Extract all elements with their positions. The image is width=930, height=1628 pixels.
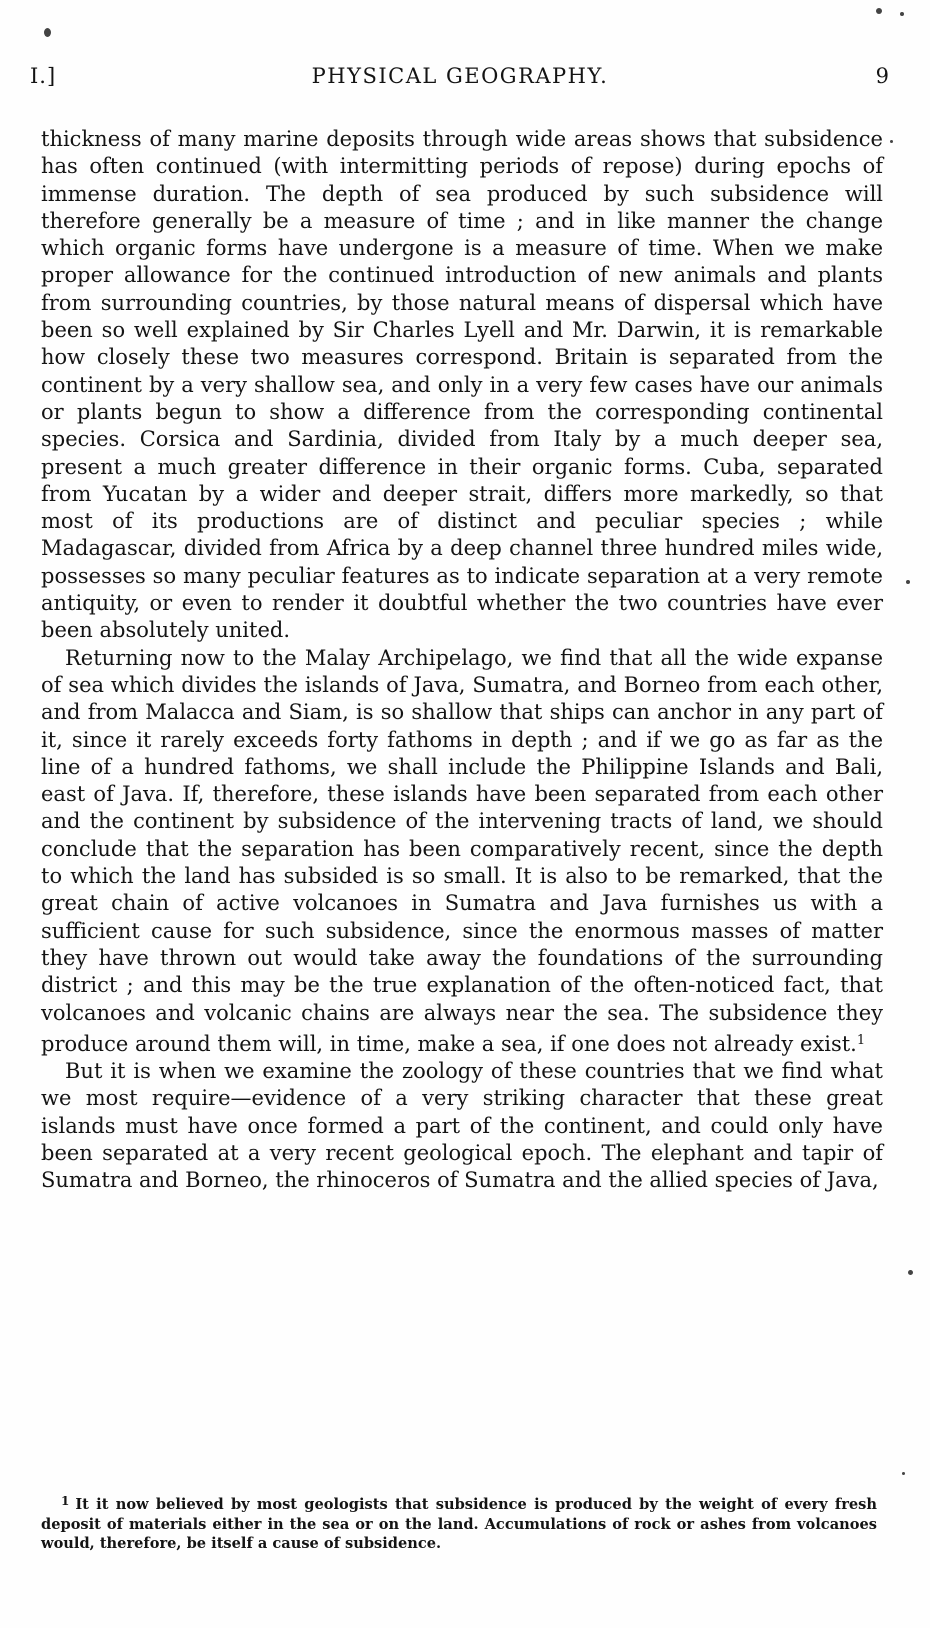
footnote <box>41 1492 877 1554</box>
scan-speck <box>890 140 893 143</box>
scan-speck <box>900 12 904 16</box>
page-number: 9 <box>875 64 890 88</box>
scan-speck <box>876 8 882 14</box>
scan-speck <box>902 1472 905 1475</box>
footnote-mark: 1 <box>61 1494 70 1508</box>
scan-speck <box>908 1270 913 1275</box>
paragraph-2-text: Returning now to the Malay Archipelago, we find that all the wide expanse of sea which divides the islands of Java, Sumatra, and Borneo from each other, and from Malacca and Siam, is so shallow that ships can anchor in any part of it, since it rarely exceeds forty fathoms in depth ; and if we go as far as the line of a hundred fathoms, we shall include the Philippine Islands and Bali, east of Java. If, therefore, these islands have been separated from each other and the continent by subsidence of the intervening tracts of land, we should conclude that the separation has been comparatively recent, since the depth to which the land has subsided is so small. It is also to be remarked, that the great chain of active volcanoes in Sumatra and Java furnishes us with a sufficient cause for such subsidence, since the enormous masses of matter they have thrown out would take away the foundations of the surrounding district ; and this may be the true explanation of the often-noticed fact, that volcanoes and volcanic chains are always near the sea. The subsidence they produce around them will, in time, make a sea, if one does not already exist. <box>41 645 883 1056</box>
chapter-number: I.] <box>30 64 57 88</box>
footnote-reference: 1 <box>856 1032 866 1048</box>
scan-speck <box>44 28 51 37</box>
running-head <box>30 64 890 96</box>
paragraph-3: But it is when we examine the zoology of these countries that we find what we most require—evidence of a very striking character that these great islands must have once formed a part of the continent, and could only have been separated at a very recent geological epoch. The elephant and tapir of Sumatra and Borneo, the rhinoceros of Sumatra and the allied species of Java, <box>41 1059 883 1193</box>
running-title: PHYSICAL GEOGRAPHY. <box>311 64 609 88</box>
paragraph-2 <box>41 645 883 1058</box>
paragraph-1: thickness of many marine deposits through wide areas shows that subsidence has often continued (with intermitting periods of repose) during epochs of immense duration. The depth of sea produced by such subsidence will therefore generally be a measure of time ; and in like manner the change which organic forms have undergone is a measure of time. When we make proper allowance for the continued introduction of new animals and plants from surrounding countries, by those natural means of dispersal which have been so well explained by Sir Charles Lyell and Mr. Darwin, it is remarkable how closely these two measures correspond. Britain is separated from the continent by a very shallow sea, and only in a very few cases have our animals or plants begun to show a difference from the corresponding continental species. Corsica and Sardinia, divided from Italy by a much deeper sea, present a much greater difference in their organic forms. Cuba, separated from Yucatan by a wider and deeper strait, differs more markedly, so that most of its productions are of distinct and peculiar species ; while Madagascar, divided from Africa by a deep channel three hundred miles wide, possesses so many peculiar features as to indicate separation at a very remote antiquity, or even to render it doubtful whether the two countries have ever been absolutely united. <box>41 127 883 643</box>
scan-speck <box>906 580 910 584</box>
footnote-text: It it now believed by most geologists that subsidence is produced by the weight of every fresh deposit of materials either in the sea or on the land. Accumulations of rock or ashes from volcanoes would, therefore, be itself a cause of subsidence. <box>41 1496 877 1552</box>
body-text <box>41 126 883 1195</box>
